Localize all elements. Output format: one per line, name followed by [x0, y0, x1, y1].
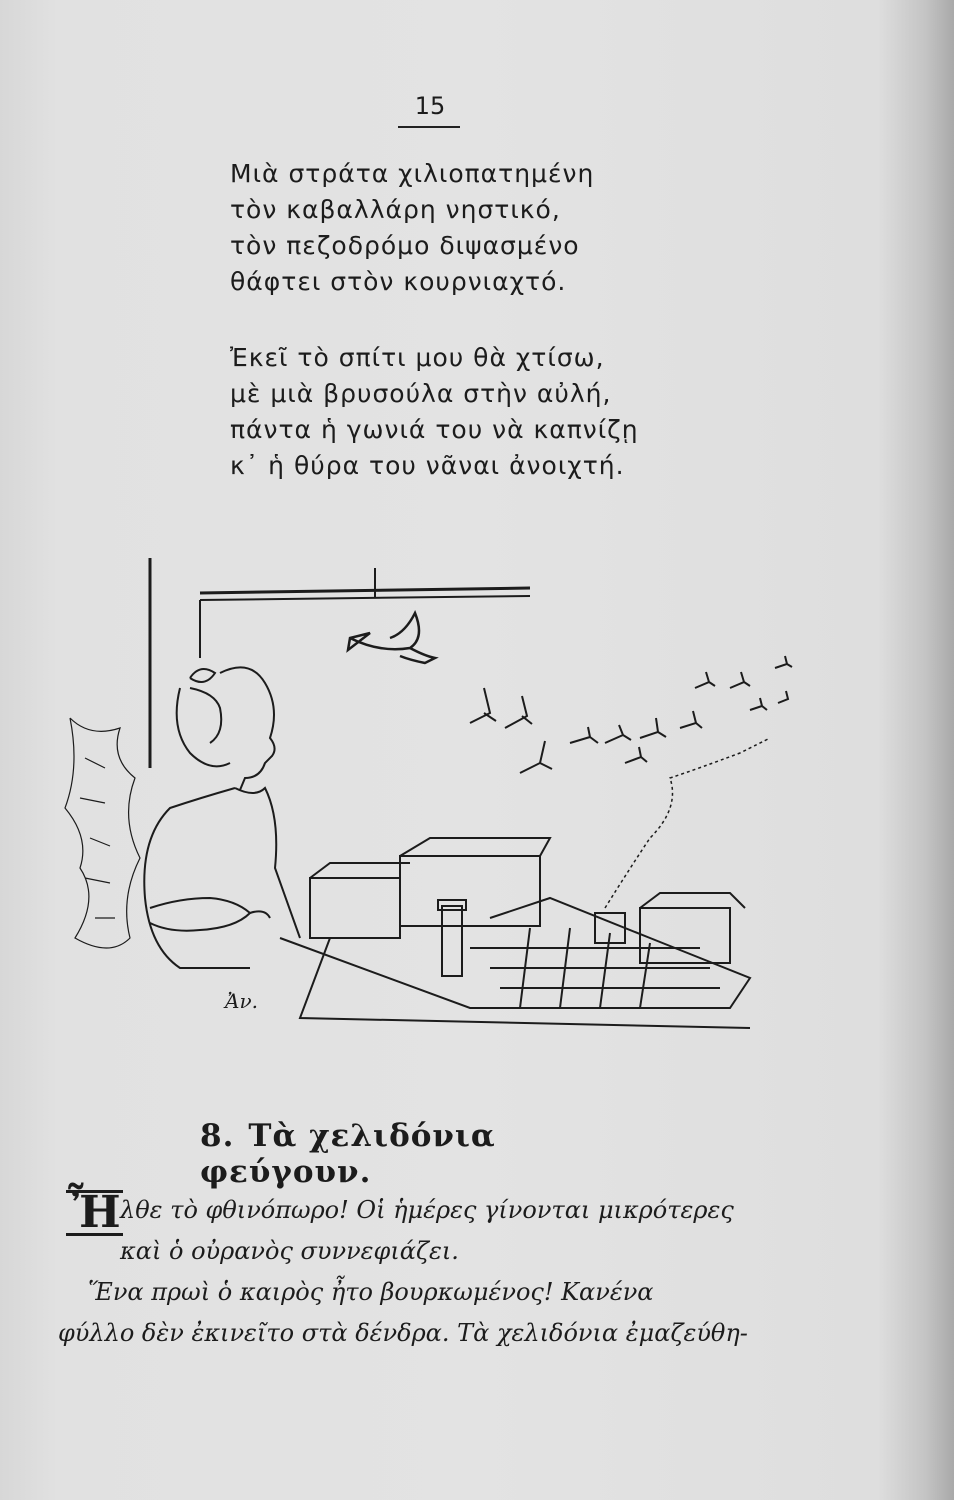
prose-body	[58, 1187, 778, 1354]
page-number: 15	[414, 92, 446, 120]
swallow-large	[348, 613, 435, 663]
chapter-number: 8.	[200, 1118, 235, 1154]
poem-line: Μιὰ στράτα χιλιοπατημένη	[230, 159, 595, 188]
poem-stanza-2	[230, 340, 639, 484]
swallow-flock	[470, 656, 792, 773]
poem-stanza-1	[230, 156, 594, 300]
window-frame	[150, 558, 530, 768]
poem-line: κ᾿ ἡ θύρα του νᾶναι ἀνοιχτή.	[230, 451, 625, 480]
poem-line: μὲ μιὰ βρυσούλα στὴν αὐλή,	[230, 379, 612, 408]
rooftops	[280, 838, 750, 1028]
girl-figure	[144, 667, 300, 968]
poem-line: πάντα ἡ γωνιά του νὰ καπνίζῃ	[230, 415, 639, 444]
chapter-title: Τὰ χελιδόνια φεύγουν.	[200, 1118, 496, 1190]
chapter-heading	[200, 1118, 650, 1190]
prose-line: καὶ ὁ οὐρανὸς συννεφιάζει.	[120, 1237, 459, 1265]
poem-line: τὸν καβαλλάρη νηστικό,	[230, 195, 561, 224]
artist-signature: Ἀν.	[225, 989, 258, 1013]
page-number-rule	[398, 126, 460, 128]
prose-line: λθε τὸ φθινόπωρο! Οἱ ἡμέρες γίνονται μικρότερες	[120, 1196, 734, 1224]
girl-at-window-illustration	[50, 538, 810, 1038]
prose-line: Ἕνα πρωὶ ὁ καιρὸς ἦτο βουρκωμένος! Κανένα	[88, 1278, 654, 1306]
poem-line: τὸν πεζοδρόμο διψασμένο	[230, 231, 580, 260]
chimney-smoke	[605, 738, 770, 908]
poem-line: Ἐκεῖ τὸ σπίτι μου θὰ χτίσω,	[230, 343, 605, 372]
drop-cap: Ἦ	[68, 1187, 121, 1238]
poem-line: θάφτει στὸν κουρνιαχτό.	[230, 267, 567, 296]
prose-line: φύλλο δὲν ἐκινεῖτο στὰ δένδρα. Τὰ χελιδόνια ἐμαζεύθη-	[58, 1319, 748, 1347]
foliage	[65, 718, 140, 948]
